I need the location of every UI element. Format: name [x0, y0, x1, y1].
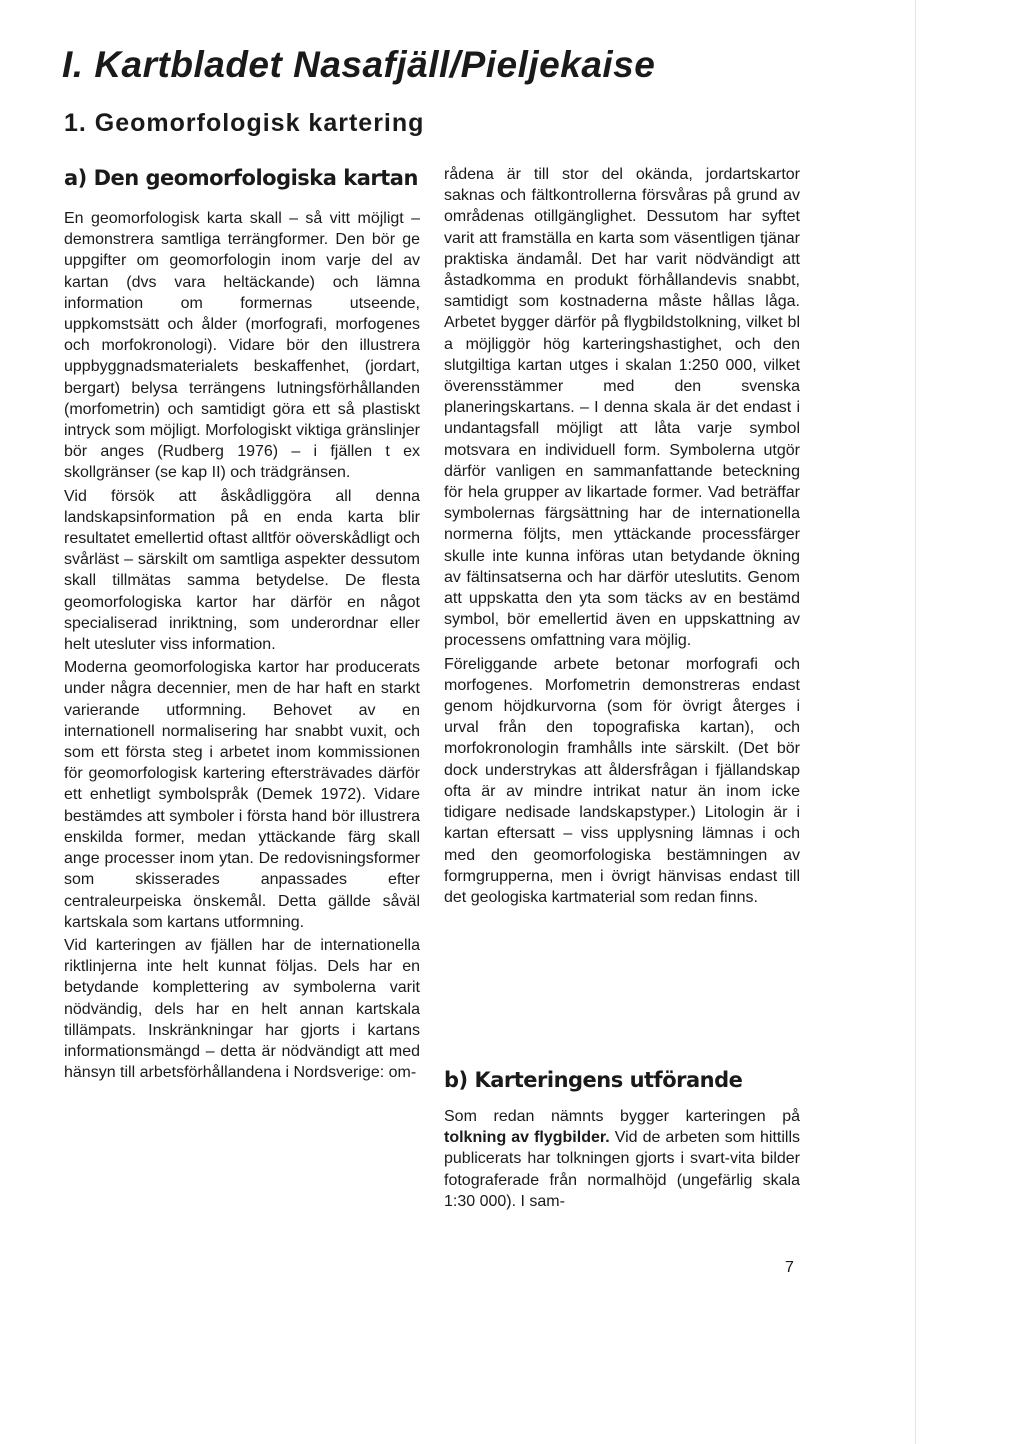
paragraph: En geomorfologisk karta skall – så vitt möjligt – demonstrera samtliga terrängformer. Den bör ge uppgifter om geomorfologin inom varje del av kartan (dvs vara heltäckande) och lämna information om formernas utseende, uppkomstsätt och ålder (morfografi, morfogenes och morfokronologi). Vidare bör den illustrera uppbyggnadsmaterialets beskaffenhet, (jordart, bergart) belysa terrängens lutningsförhållanden (morfometrin) och samtidigt göra ett så plastiskt intryck som möjligt. Morfologiskt viktiga gränslinjer bör anges (Rudberg 1976) – i fjällen t ex skollgränser (se kap II) och trädgränsen. — [64, 210, 420, 482]
paragraph-text: Vid de arbeten som hittills publicerats har tolkningen gjorts i svart-vita bilder fotograferade från normalhöjd (ungefärlig skala 1:30 000). I sam- — [444, 1129, 801, 1210]
left-column — [64, 208, 420, 1085]
paragraph-text: Som redan nämnts bygger karteringen på — [444, 1108, 800, 1125]
paragraph: Moderna geomorfologiska kartor har producerats under några decennier, men de har haft en starkt varierande utformning. Behovet av en internationell normalisering har snabbt vuxit, och som ett första steg i arbetet inom kommissionen för geomorfologisk kartering eftersträvades därför ett enhetligt symbolspråk (Demek 1972). Vidare bestämdes att symboler i första hand bör illustrera enskilda former, medan yttäckande färg skall ange processer inom ytan. De redovisningsformer som skisserades anpassades efter centraleurpeiska önskemål. Detta gällde såväl kartskala som kartans utformning. — [64, 659, 420, 931]
right-column — [444, 164, 800, 910]
chapter-title: I. Kartbladet Nasafjäll/Pieljekaise — [62, 44, 656, 85]
subsection-heading-b: b) Karteringens utförande — [444, 1068, 743, 1092]
emphasis-text: tolkning av flygbilder. — [444, 1129, 610, 1147]
page-number: 7 — [785, 1259, 794, 1276]
paragraph — [444, 1106, 800, 1212]
right-column-section-b — [444, 1106, 800, 1214]
page-edge-line — [915, 0, 916, 1444]
paragraph: Föreliggande arbete betonar morfografi och morfogenes. Morfometrin demonstreras endast genom höjdkurvorna (som för övrigt återges i urval från den topografiska kartan), och morfokronologin framhålls inte särskilt. (Det bör dock understrykas att åldersfrågan i fjällandskap ofta är av mindre intrikat natur än inom icke tidigare nedisade landskapstyper.) Litologin är i kartan eftersatt – viss upplysning lämnas i och med den geomorfologiska bestämningen av formgrupperna, men i övrigt hänvisas endast till det geologiska kartmaterial som redan finns. — [444, 655, 800, 906]
paragraph: rådena är till stor del okända, jordartskartor saknas och fältkontrollerna försvåras på grund av områdenas otillgänglighet. Dessutom har syftet varit att framställa en karta som väsentligen tjänar praktiska ändamål. Det har varit nödvändigt att åstadkomma en produkt förhållandevis snabbt, samtidigt som kostnaderna måste hållas låga. Arbetet bygger därför på flygbildstolkning, vilket bl a möjliggör hög karteringshastighet, och den slutgiltiga kartan utges i skalan 1:250 000, vilket överensstämmer med den svenska planeringskartans. – I denna skala är det endast i undantagsfall möjligt att låta varje symbol motsvara en individuell form. Symbolerna utgör därför vanligen en sammanfattande beteckning för hela grupper av likartade former. Vad beträffar symbolernas färgsättning har de internationella normerna följts, men yttäckande processfärger skulle inte kunna införas utan betydande ökning av fältinsatserna och har därför uteslutits. Genom att uppskatta den yta som täcks av en bestämd symbol, bör emellertid även en uppskattning av processens omfattning vara möjlig. — [444, 166, 800, 650]
paragraph: Vid försök att åskådliggöra all denna landskapsinformation på en enda karta blir resultatet emellertid oftast alltför oöverskådligt och svårläst – särskilt om samtliga aspekter dessutom skall tillmätas samma betydelse. De flesta geomorfologiska kartor har därför en något specialiserad inriktning, som underordnar eller helt utesluter viss information. — [64, 487, 420, 654]
section-title: 1. Geomorfologisk kartering — [64, 109, 425, 137]
paragraph: Vid karteringen av fjällen har de internationella riktlinjerna inte helt kunnat följas. Dels har en betydande komplettering av symbolerna varit nödvändig, dels har en helt annan kartskala tillämpats. Inskränkningar har gjorts i kartans informationsmängd – detta är nödvändigt att med hänsyn till arbetsförhållandena i Nordsverige: om- — [64, 936, 420, 1082]
subsection-heading-a: a) Den geomorfologiska kartan — [64, 166, 418, 190]
